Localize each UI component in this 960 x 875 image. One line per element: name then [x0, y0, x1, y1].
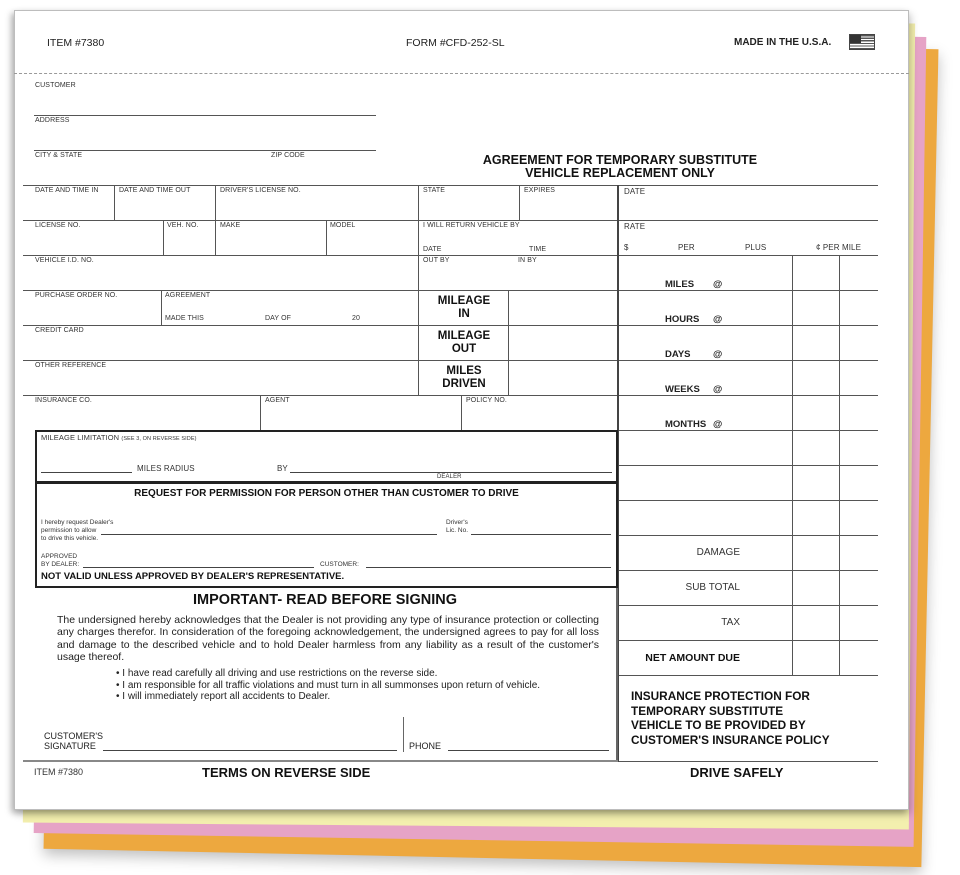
rate-per-label: PER — [678, 243, 695, 252]
model-label: MODEL — [330, 222, 356, 229]
customer-approval-label: CUSTOMER: — [320, 561, 359, 568]
bullet-item: • I am responsible for all traffic violations and must turn in all summonses upon return of vehicle. — [116, 679, 541, 691]
insurance-co-label: INSURANCE CO. — [35, 397, 92, 404]
city-state-label: CITY & STATE — [35, 152, 83, 159]
rate-label: RATE — [624, 222, 646, 231]
title-line1: AGREEMENT FOR TEMPORARY SUBSTITUTE — [482, 153, 758, 167]
cents-per-mile-label: ¢ PER MILE — [816, 243, 862, 252]
drivers-lic-label: Driver's Lic. No. — [446, 519, 469, 534]
bullet-item: • I will immediately report all accidents to Dealer. — [116, 691, 331, 702]
return-by-label: I WILL RETURN VEHICLE BY — [423, 222, 520, 229]
terms-on-reverse: TERMS ON REVERSE SIDE — [202, 765, 371, 780]
miles-driven-label: MILES DRIVEN — [442, 365, 486, 390]
dealer-field[interactable] — [290, 472, 612, 473]
zip-code-label: ZIP CODE — [271, 152, 305, 159]
request-text: I hereby request Dealer's permission to allow to drive this vehicle. — [41, 519, 114, 542]
return-date-label: DATE — [423, 246, 442, 253]
date-time-in-label: DATE AND TIME IN — [35, 187, 99, 194]
mileage-out-label: MILEAGE OUT — [437, 330, 491, 355]
customer-approval-field[interactable] — [366, 567, 611, 568]
purchase-order-label: PURCHASE ORDER NO. — [35, 292, 118, 299]
mileage-in-field[interactable] — [510, 292, 616, 324]
rate-dollar-label: $ — [624, 243, 629, 252]
important-title: IMPORTANT- READ BEFORE SIGNING — [193, 592, 457, 608]
rate-row-weeks: WEEKS @ — [665, 384, 723, 395]
miles-driven-field[interactable] — [510, 362, 616, 394]
date-time-out-label: DATE AND TIME OUT — [119, 187, 191, 194]
rate-plus-label: PLUS — [745, 243, 767, 252]
made-in-usa: MADE IN THE U.S.A. — [734, 37, 832, 48]
rate-date-label: DATE — [624, 187, 646, 196]
drive-safely: DRIVE SAFELY — [690, 765, 784, 780]
drivers-license-label: DRIVER'S LICENSE NO. — [220, 187, 301, 194]
sub-total-label: SUB TOTAL — [685, 582, 740, 593]
rate-row-hours: HOURS @ — [665, 314, 723, 325]
damage-label: DAMAGE — [696, 547, 740, 558]
footer-item-number: ITEM #7380 — [34, 767, 84, 777]
credit-card-label: CREDIT CARD — [35, 327, 84, 334]
tax-label: TAX — [721, 617, 740, 628]
rate-row-miles: MILES @ — [665, 279, 723, 290]
mileage-out-field[interactable] — [510, 327, 616, 359]
veh-no-label: VEH. NO. — [167, 222, 199, 229]
form-title — [420, 154, 820, 180]
form-number: FORM #CFD-252-SL — [406, 37, 505, 49]
in-by-label: IN BY — [518, 257, 537, 264]
not-valid-warning: NOT VALID UNLESS APPROVED BY DEALER'S REPRESENTATIVE. — [41, 571, 345, 582]
year-prefix-label: 20 — [352, 315, 360, 322]
rate-row-days: DAYS @ — [665, 349, 723, 360]
miles-radius-label: MILES RADIUS — [137, 464, 195, 473]
customer-signature-field[interactable] — [103, 750, 397, 751]
phone-field[interactable] — [448, 750, 609, 751]
day-of-label: DAY OF — [265, 315, 292, 322]
out-by-label: OUT BY — [423, 257, 450, 264]
approved-by-dealer-field[interactable] — [83, 567, 314, 568]
phone-label: PHONE — [409, 741, 442, 751]
acknowledgement-bullets — [116, 668, 540, 703]
mileage-in-label: MILEAGE IN — [437, 295, 491, 320]
expires-label: EXPIRES — [524, 187, 556, 194]
net-amount-due-label: NET AMOUNT DUE — [645, 652, 740, 664]
bullet-item: • I have read carefully all driving and use restrictions on the reverse side. — [116, 668, 438, 679]
title-line2: VEHICLE REPLACEMENT ONLY — [525, 166, 715, 180]
address-label: ADDRESS — [35, 117, 70, 124]
customer-signature-label: CUSTOMER'S SIGNATURE — [44, 731, 104, 751]
policy-no-label: POLICY NO. — [466, 397, 507, 404]
dealer-label: DEALER — [437, 474, 462, 480]
insurance-notice: INSURANCE PROTECTION FOR TEMPORARY SUBSTITUTE VEHICLE TO BE PROVIDED BY CUSTOMER'S INSURANCE POLICY — [631, 689, 830, 747]
customer-label: CUSTOMER — [35, 82, 76, 89]
made-this-label: MADE THIS — [165, 315, 204, 322]
license-no-label: LICENSE NO. — [35, 222, 81, 229]
us-flag-icon — [849, 34, 875, 50]
acknowledgement-paragraph: The undersigned hereby acknowledges that the Dealer is not providing any type of insurance protection or collecting any charges therefor. In consideration of the foregoing acknowledgement, the undersigned agrees to pay for all loss and damage to the described vehicle and to hold Dealer harmless from any liability as a result of the customer's usage thereof. — [57, 614, 599, 664]
mileage-limitation-title: MILEAGE LIMITATION (SEE 3, ON REVERSE SIDE) — [41, 433, 197, 442]
miles-radius-field[interactable] — [41, 472, 132, 473]
agreement-label: AGREEMENT — [165, 292, 211, 299]
permission-title: REQUEST FOR PERMISSION FOR PERSON OTHER THAN CUSTOMER TO DRIVE — [134, 488, 519, 499]
permitted-driver-field[interactable] — [101, 534, 437, 535]
vehicle-id-label: VEHICLE I.D. NO. — [35, 257, 94, 264]
address-field[interactable] — [34, 150, 376, 151]
agent-label: AGENT — [265, 397, 290, 404]
drivers-lic-field[interactable] — [471, 534, 611, 535]
perforation-line — [14, 73, 909, 74]
rate-row-months: MONTHS @ — [665, 419, 723, 430]
item-number: ITEM #7380 — [47, 37, 105, 49]
customer-field[interactable] — [34, 115, 376, 116]
other-reference-label: OTHER REFERENCE — [35, 362, 107, 369]
return-time-label: TIME — [529, 246, 547, 253]
approved-by-dealer-label: APPROVED BY DEALER: — [41, 553, 80, 568]
by-label: BY — [277, 464, 288, 473]
make-label: MAKE — [220, 222, 241, 229]
state-label: STATE — [423, 187, 446, 194]
